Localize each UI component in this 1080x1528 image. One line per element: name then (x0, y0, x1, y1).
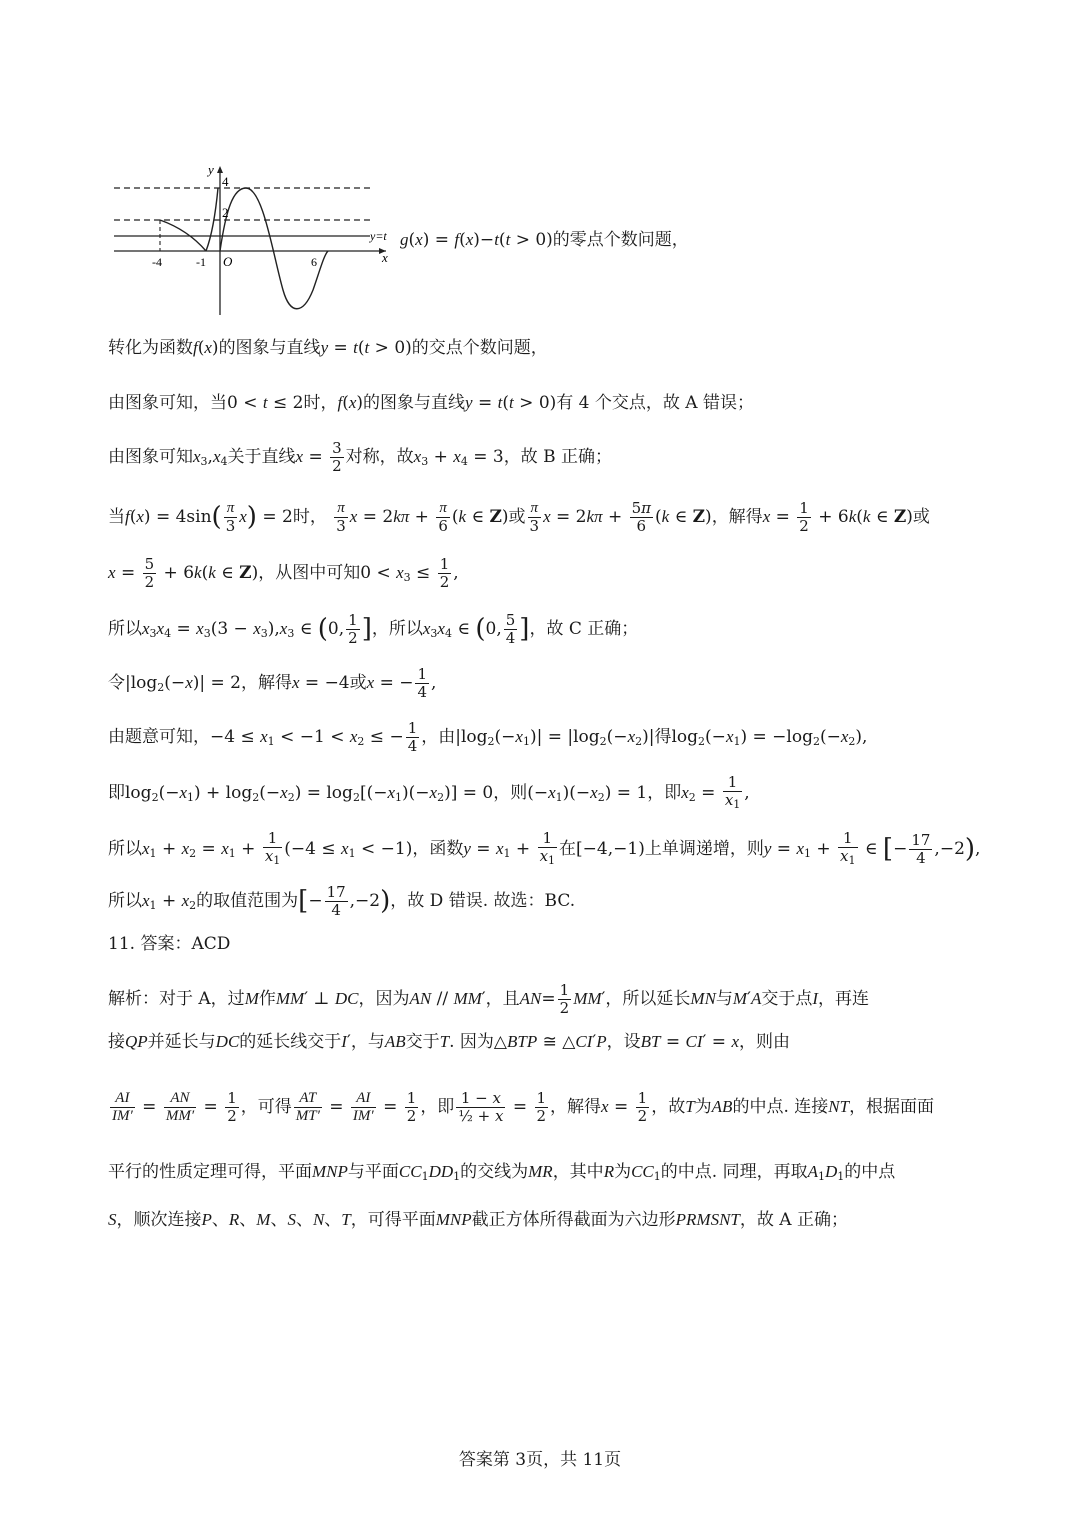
text-line-2: 由图象可知，当0 < t ≤ 2时，f(x)的图象与直线y = t(t > 0)有 4 个交点，故 A 错误； (108, 393, 754, 413)
y-axis-label: y (208, 162, 214, 177)
text-line-4: 当f(x) = 4sin( $\frac{\pi}{3}$ x) = 2时， $\frac{\pi}{3}$ x = 2kπ + $\frac{\pi}{6}$ (k ∈ Z)或 $\frac{\pi}{3}$ x = 2kπ + $\frac{5\pi}{6}$ (k ∈ Z)，解得x = $\frac{1}{2}$ + 6k(k ∈ Z)或 (108, 499, 930, 535)
text-line-10: 所以$x_1 + x_2 = x_1$ + $\frac{1}{x_1}$ $(-4 \le x_1 < -1)$，函数$y = x_1$ + $\frac{1}{x_1}$ 在[−4,−1)上单调递增，则$y = x_1$ + $\frac{1}{x_1}$ ∈ [− $\frac{17}{4}$ ,−2), (108, 829, 981, 867)
sine-curve (220, 188, 328, 309)
text-line-12: 11. 答案：ACD (108, 934, 231, 954)
tick-4: 4 (222, 174, 229, 189)
tick-neg1: -1 (196, 255, 206, 269)
text-line-9: 即$\log_2(-x_1) + \log_2(-x_2) = \log_2[(-x_1)(-x_2)] = 0$，则$(-x_1)(-x_2) = 1$，即$x_2$ = $\frac{1}{x_1}$ , (108, 773, 750, 811)
text-line-5: x = $\frac{5}{2}$ + 6k(k ∈ Z)，从图中可知$0 < x_3$ ≤ $\frac{1}{2}$ , (108, 555, 459, 591)
page-footer: 答案第 3页，共 11页 (458, 1450, 622, 1470)
text-line-3: 由图象可知$x_3,x_4$关于直线x = $\frac{3}{2}$ 对称，故$x_3 + x_4 = 3$，故 B 正确； (108, 439, 612, 475)
origin-label: O (223, 254, 233, 269)
text-line-1: 转化为函数f(x)的图象与直线y = t(t > 0)的交点个数问题， (108, 338, 548, 358)
function-graph (108, 160, 398, 320)
text-line-11: 所以$x_1 + x_2$的取值范围为[− $\frac{17}{4}$ ,−2)，故 D 错误. 故选：BC. (108, 883, 576, 919)
text-line-15: $\frac{AI}{IM'}$ = $\frac{AN}{MM'}$ = $\frac{1}{2}$ ，可得 $\frac{AT}{MT'}$ = $\frac{AI}{IM'}$ = $\frac{1}{2}$ ，即 $\frac{1 - x}{\text{½ + x}}$ = $\frac{1}{2}$ ，解得x = $\frac{1}{2}$ ，故T为AB的中点. 连接NT，根据面面 (112, 1089, 935, 1125)
text-line-0: g(x) = f(x)−t(t > 0)的零点个数问题， (400, 230, 689, 250)
tick-2: 2 (222, 205, 229, 220)
text-line-6: 所以$x_3x_4 = x_3(3 - x_3),x_3$ ∈ (0, $\frac{1}{2}$ ]，所以$x_3x_4$ ∈ (0, $\frac{5}{4}$ ]，故 C 正确； (108, 611, 639, 647)
text-line-7: 令$|\log_2(-x)| = 2$，解得x = −4或x = − $\frac{1}{4}$ , (108, 665, 437, 701)
text-line-14: 接QP并延长与DC的延长线交于I′，与AB交于T. 因为△BTP ≅ △CI′P，设BT = CI′ = x，则由 (108, 1032, 790, 1052)
text-line-17: S，顺次连接P、R、M、S、N、T，可得平面MNP截正方体所得截面为六边形PRMSNT，故 A 正确； (108, 1210, 848, 1230)
line-label: y=t (370, 229, 387, 243)
tick-6: 6 (311, 255, 317, 269)
text-line-16: 平行的性质定理可得，平面MNP与平面$CC_1DD_1$的交线为MR，其中R为$CC_1$的中点. 同理，再取$A_1D_1$的中点 (108, 1162, 896, 1183)
x-axis-label: x (382, 250, 388, 265)
text-line-13: 解析：对于 A，过M作MM′ ⊥ DC，因为AN // MM′，且AN= $\frac{1}{2}$ MM′，所以延长MN与M′A交于点I，再连 (108, 981, 870, 1017)
tick-neg4: -4 (152, 255, 162, 269)
text-line-8: 由题意可知，$-4 \le x_1 < -1 < x_2$ ≤ − $\frac{1}{4}$ ，由$|\log_2(-x_1)| = |\log_2(-x_2)|$得$\log_2(-x_1) = -\log_2(-x_2)$, (108, 719, 868, 755)
